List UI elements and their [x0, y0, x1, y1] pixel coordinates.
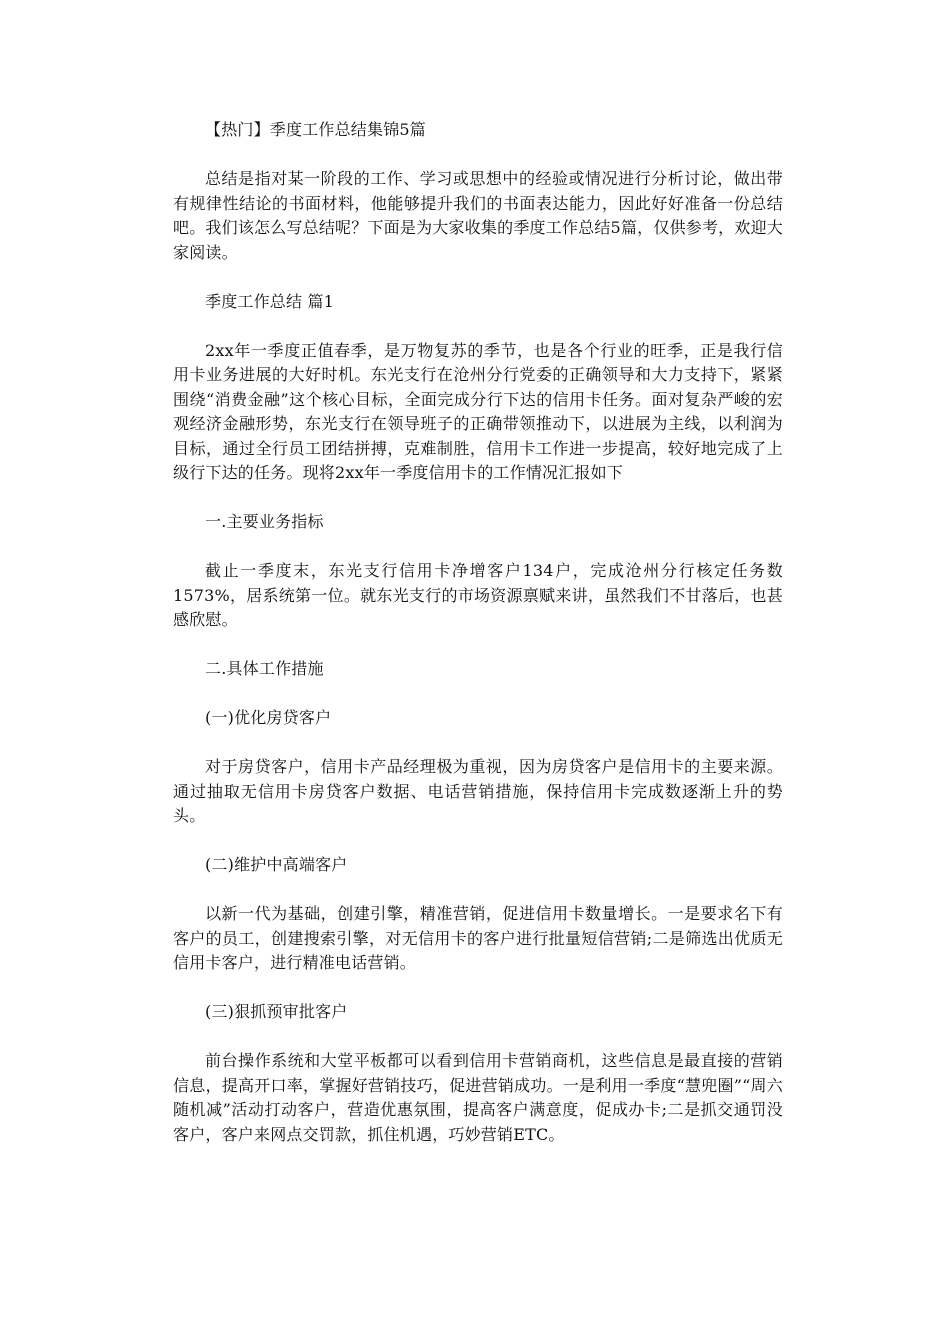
paragraph-2: 截止一季度末，东光支行信用卡净增客户134户，完成沧州分行核定任务数1573%，居系统第一位。就东光支行的市场资源禀赋来讲，虽然我们不甘落后，也甚感欣慰。: [173, 561, 783, 629]
subheading-high-end-customers: (二)维护中高端客户: [205, 855, 348, 874]
document-body: [173, 118, 783, 1172]
paragraph-1: 2xx年一季度正值春季，是万物复苏的季节，也是各个行业的旺季，正是我行信用卡业务进展的大好时机。东光支行在沧州分行党委的正确领导和大力支持下，紧紧围绕“消费金融”这个核心目标，全面完成分行下达的信用卡任务。面对复杂严峻的宏观经济金融形势，东光支行在领导班子的正确带领推动下，以进展为主线，以利润为目标，通过全行员工团结拼搏，克难制胜，信用卡工作进一步提高，较好地完成了上级行下达的任务。现将2xx年一季度信用卡的工作情况汇报如下: [173, 340, 783, 482]
intro-paragraph: 总结是指对某一阶段的工作、学习或思想中的经验或情况进行分析讨论，做出带有规律性结论的书面材料，他能够提升我们的书面表达能力，因此好好准备一份总结吧。我们该怎么写总结呢？下面是为大家收集的季度工作总结5篇，仅供参考，欢迎大家阅读。: [173, 169, 783, 262]
document-title: 【热门】季度工作总结集锦5篇: [205, 120, 426, 139]
heading-main-indicators: 一.主要业务指标: [205, 512, 324, 531]
paragraph-3: 对于房贷客户，信用卡产品经理极为重视，因为房贷客户是信用卡的主要来源。通过抽取无信用卡房贷客户数据、电话营销措施，保持信用卡完成数逐渐上升的势头。: [173, 757, 783, 825]
subheading-preapproval-customers: (三)狠抓预审批客户: [205, 1002, 348, 1021]
subheading-mortgage-customers: (一)优化房贷客户: [205, 708, 332, 727]
paragraph-5: 前台操作系统和大堂平板都可以看到信用卡营销商机，这些信息是最直接的营销信息，提高开口率，掌握好营销技巧，促进营销成功。一是利用一季度“慧兜圈”“周六随机减”活动打动客户，营造优惠氛围，提高客户满意度，促成办卡;二是抓交通罚没客户，客户来网点交罚款，抓住机遇，巧妙营销ETC。: [173, 1051, 783, 1144]
section-title: 季度工作总结 篇1: [205, 291, 335, 311]
heading-work-measures: 二.具体工作措施: [205, 659, 324, 678]
paragraph-4: 以新一代为基础，创建引擎，精准营销，促进信用卡数量增长。一是要求名下有客户的员工，创建搜索引擎，对无信用卡的客户进行批量短信营销;二是筛选出优质无信用卡客户，进行精准电话营销。: [173, 904, 783, 972]
